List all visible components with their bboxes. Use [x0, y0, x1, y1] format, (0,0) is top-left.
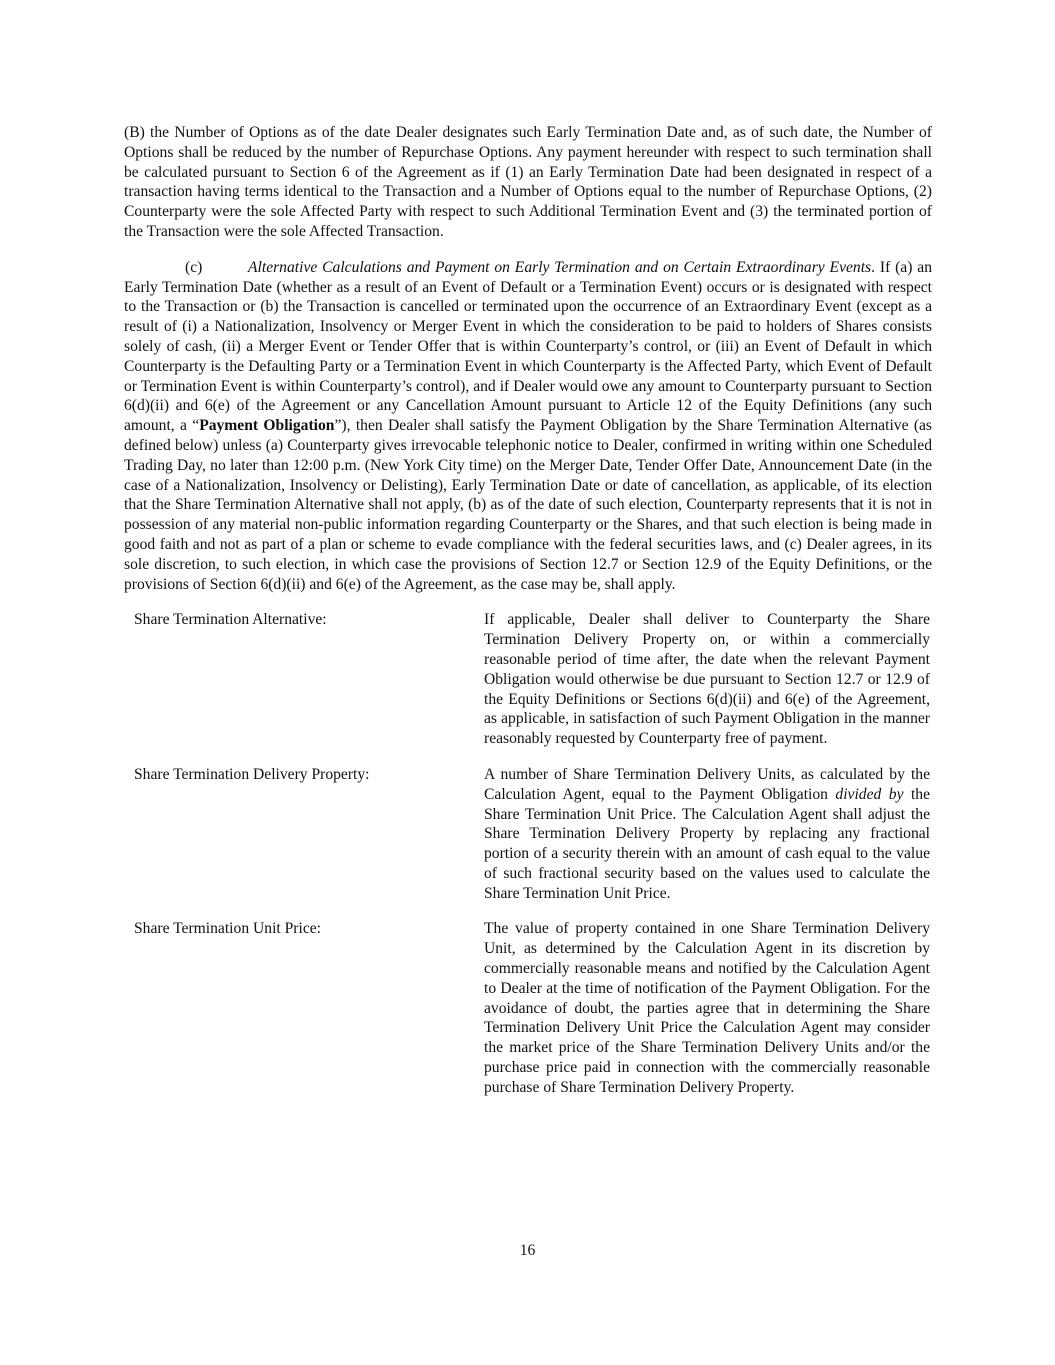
term-row-share-termination-alternative — [124, 610, 932, 749]
term-definition-part-2: the Share Termination Unit Price. The Calculation Agent shall adjust the Share Termination Delivery Property by replacing any fractional portion of a security therein with an amount of cash equal to the value of such fractional security based on the values used to calculate the Share Termination Unit Price. — [484, 785, 931, 902]
payment-obligation-term: Payment Obligation — [199, 417, 335, 435]
term-definition-italic: divided by — [835, 785, 904, 803]
term-definition-part-1: A number of Share Termination Delivery Units, as calculated by the Calculation Agent, equal to the Payment Obligation — [484, 765, 930, 803]
term-label: Share Termination Alternative: — [134, 611, 327, 629]
term-definition: If applicable, Dealer shall deliver to Counterparty the Share Termination Delivery Property on, or within a commercially reasonable period of time after, the date when the relevant Payment Obligation would otherwise be due pursuant to Section 12.7 or 12.9 of the Equity Definitions or Sections 6(d)(ii) and 6(e) of the Agreement, as applicable, in satisfaction of such Payment Obligation in the manner reasonably requested by Counterparty free of payment. — [484, 611, 930, 748]
term-row-share-termination-delivery-property — [124, 765, 932, 904]
paragraph-c-text-1: If (a) an Early Termination Date (whether as a result of an Event of Default or a Termination Event) occurs or is designated with respect to the Transaction or (b) the Transaction is cancelled or terminated upon the occurrence of an Extraordinary Event (except as a result of (i) a Nationalization, Insolvency or Merger Event in which the consideration to be paid to holders of Shares consists solely of cash, (ii) a Merger Event or Tender Offer that is within Counterparty’s control, or (iii) an Event of Default in which Counterparty is the Defaulting Party or a Termination Event in which Counterparty is the Affected Party, which Event of Default or Termination Event is within Counterparty’s control), and if Dealer would owe any amount to Counterparty pursuant to Section 6(d)(ii) and 6(e) of the Agreement or any Cancellation Amount pursuant to Article 12 of the Equity Definitions (any such amount, a “ — [124, 258, 932, 435]
term-label: Share Termination Unit Price: — [134, 920, 322, 938]
paragraph-c — [124, 258, 932, 595]
paragraph-c-heading-end: . — [871, 258, 876, 276]
paragraph-b-text: (B) the Number of Options as of the date Dealer designates such Early Termination Date and, as of such date, the Number of Options shall be reduced by the number of Repurchase Options. Any payment hereunder with respect to such termination shall be calculated pursuant to Section 6 of the Agreement as if (1) an Early Termination Date had been designated in respect of a transaction having terms identical to the Transaction and a Number of Options equal to the number of Repurchase Options, (2) Counterparty were the sole Affected Party with respect to such Additional Termination Event and (3) the terminated portion of the Transaction were the sole Affected Transaction. — [124, 124, 932, 240]
term-definition: The value of property contained in one Share Termination Delivery Unit, as determined by the Calculation Agent in its discretion by commercially reasonable means and notified by the Calculation Agent to Dealer at the time of notification of the Payment Obligation. For the avoidance of doubt, the parties agree that in determining the Share Termination Delivery Unit Price the Calculation Agent may consider the market price of the Share Termination Delivery Units and/or the purchase price paid in connection with the commercially reasonable purchase of Share Termination Delivery Property. — [484, 920, 930, 1096]
term-definition — [484, 765, 930, 904]
paragraph-c-label: (c) — [185, 258, 203, 276]
page-number: 16 — [519, 1242, 536, 1259]
term-label: Share Termination Delivery Property: — [134, 765, 370, 783]
paragraph-c-text-2: ”), then Dealer shall satisfy the Payment Obligation by the Share Termination Alternative (as defined below) unless (a) Counterparty gives irrevocable telephonic notice to Dealer, confirmed in writing within one Scheduled Trading Day, no later than 12:00 p.m. (New York City time) on the Merger Date, Tender Offer Date, Announcement Date (in the case of a Nationalization, Insolvency or Delisting), Early Termination Date or date of cancellation, as applicable, of its election that the Share Termination Alternative shall not apply, (b) as of the date of such election, Counterparty represents that it is not in possession of any material non-public information regarding Counterparty or the Shares, and that such election is being made in good faith and not as part of a plan or scheme to evade compliance with the federal securities laws, and (c) Dealer agrees, in its sole discretion, to such election, in which case the provisions of Section 12.7 or Section 12.9 of the Equity Definitions, or the provisions of Section 6(d)(ii) and 6(e) of the Agreement, as the case may be, shall apply. — [124, 417, 933, 593]
paragraph-c-heading: Alternative Calculations and Payment on Early Termination and on Certain Extraordinary Events — [248, 258, 872, 276]
term-row-share-termination-unit-price — [124, 919, 932, 1097]
document-body — [124, 123, 932, 1114]
paragraph-b — [124, 123, 932, 242]
